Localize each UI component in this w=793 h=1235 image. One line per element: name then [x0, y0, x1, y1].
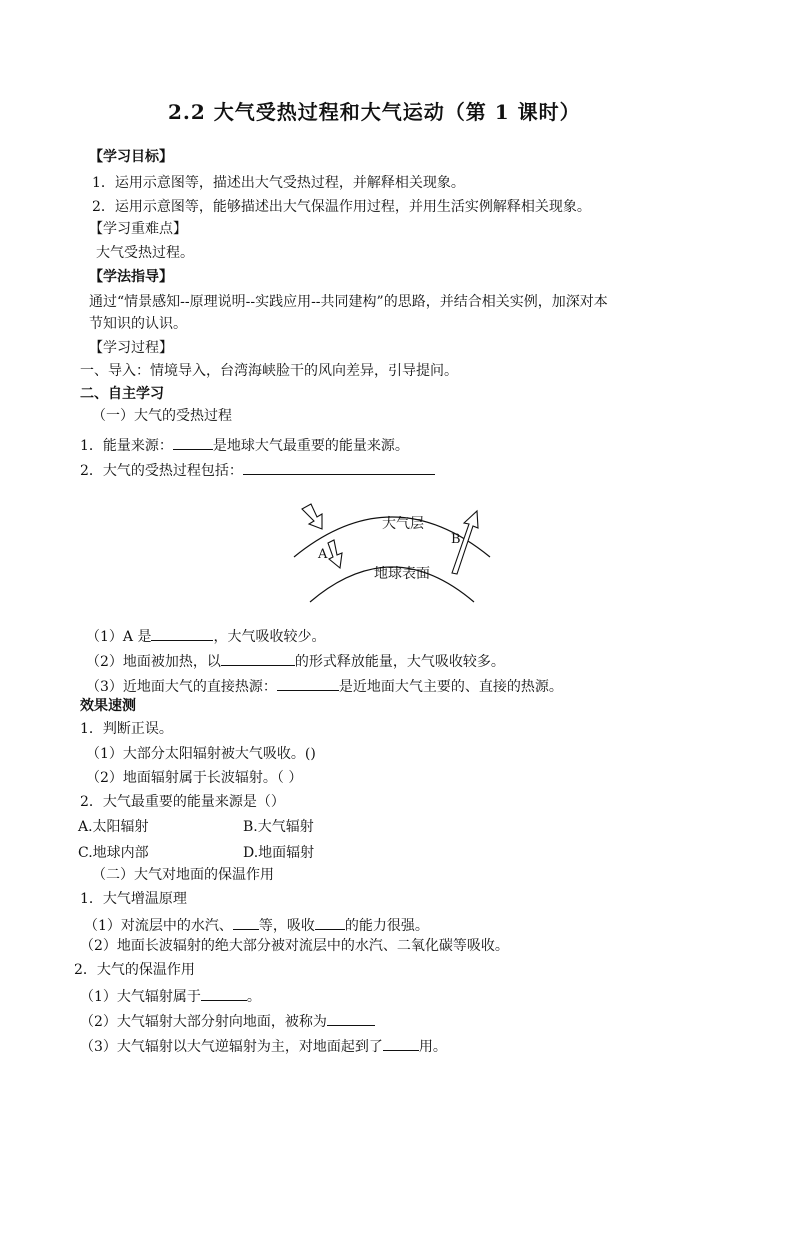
answer-blank[interactable]: [173, 435, 213, 450]
atmosphere-label: 大气层: [382, 516, 424, 532]
fill-3: [86, 676, 563, 696]
part2-p2-2: [80, 1011, 375, 1031]
key-points-text: 大气受热过程。: [96, 245, 194, 261]
part2-p2-3: [80, 1036, 447, 1056]
method-heading: 【学法指导】: [89, 269, 173, 285]
option-b[interactable]: B.大气辐射: [243, 819, 314, 835]
p1-1-suffix: 的能力很强。: [344, 918, 429, 934]
part2-p1: 1．大气增温原理: [80, 891, 187, 907]
fill-3-suffix: 是近地面大气主要的、直接的热源。: [338, 679, 563, 695]
option-a[interactable]: A.太阳辐射: [78, 819, 149, 835]
method-line-1: 通过“情景感知--原理说明--实践应用--共同建构”的思路，并结合相关实例，加深对本: [89, 294, 608, 310]
question-2-text: 2．大气的受热过程包括：: [80, 463, 243, 479]
fill-2-suffix: 的形式释放能量，大气吸收较多。: [294, 654, 505, 670]
answer-blank[interactable]: [383, 1036, 419, 1051]
question-2: [80, 460, 435, 480]
answer-blank[interactable]: [221, 651, 295, 666]
p2-3-suffix: 用。: [418, 1039, 447, 1055]
fill-2: [86, 651, 505, 671]
label-b: B: [451, 532, 461, 547]
answer-blank[interactable]: [233, 915, 259, 930]
answer-blank[interactable]: [327, 1011, 375, 1026]
goal-item-2: 2．运用示意图等，能够描述出大气保温作用过程，并用生活实例解释相关现象。: [92, 199, 591, 215]
part2-p2: 2．大气的保温作用: [74, 962, 195, 978]
question-1-prefix: 1．能量来源：: [80, 438, 173, 454]
question-1-suffix: 是地球大气最重要的能量来源。: [212, 438, 409, 454]
key-points-heading: 【学习重难点】: [89, 221, 187, 237]
answer-blank[interactable]: [315, 915, 345, 930]
part2-p2-1: [80, 986, 261, 1006]
subsection-1-heading: （一）大气的受热过程: [92, 408, 232, 424]
answer-blank[interactable]: [243, 460, 435, 475]
p2-3-prefix: （3）大气辐射以大气逆辐射为主，对地面起到了: [80, 1039, 383, 1055]
fill-3-prefix: （3）近地面大气的直接热源：: [86, 679, 277, 695]
incoming-arrow-icon: [302, 504, 322, 529]
question-1: [80, 435, 409, 455]
p1-1-prefix: （1）对流层中的水汽、: [84, 918, 233, 934]
method-line-2: 节知识的认识。: [89, 316, 187, 332]
fill-1: [86, 626, 325, 646]
answer-blank[interactable]: [201, 986, 247, 1001]
p1-1-mid: 等，吸收: [258, 918, 315, 934]
quiz-q1: 1．判断正误。: [80, 721, 173, 737]
arrow-a-icon: [328, 540, 342, 568]
part2-p1-2: （2）地面长波辐射的绝大部分被对流层中的水汽、二氧化碳等吸收。: [80, 938, 509, 954]
self-study-heading: 二、自主学习: [80, 386, 164, 402]
quiz-q1-1: （1）大部分太阳辐射被大气吸收。(): [86, 746, 316, 762]
heating-diagram: [292, 497, 492, 605]
fill-2-prefix: （2）地面被加热，以: [86, 654, 221, 670]
page-title: 2.2 大气受热过程和大气运动（第 1 课时）: [168, 100, 581, 124]
process-heading: 【学习过程】: [89, 340, 173, 356]
fill-1-prefix: （1）A 是: [86, 629, 152, 645]
quiz-q2: 2．大气最重要的能量来源是（）: [80, 794, 285, 810]
goals-heading: 【学习目标】: [89, 149, 173, 165]
label-a: A: [318, 547, 328, 562]
intro-line: 一、导入：情境导入，台湾海峡脸干的风向差异，引导提问。: [80, 363, 458, 379]
p2-2-prefix: （2）大气辐射大部分射向地面，被称为: [80, 1014, 327, 1030]
part2-p1-1: [84, 915, 429, 935]
option-d[interactable]: D.地面辐射: [243, 845, 315, 861]
answer-blank[interactable]: [277, 676, 339, 691]
surface-label: 地球表面: [374, 566, 430, 582]
subsection-2-heading: （二）大气对地面的保温作用: [92, 867, 274, 883]
fill-1-suffix: ，大气吸收较少。: [213, 629, 326, 645]
option-c[interactable]: C.地球内部: [78, 845, 149, 861]
answer-blank[interactable]: [151, 626, 213, 641]
quiz-heading: 效果速测: [80, 698, 136, 714]
p2-1-prefix: （1）大气辐射属于: [80, 989, 201, 1005]
p2-1-suffix: 。: [246, 989, 261, 1005]
quiz-q1-2: （2）地面辐射属于长波辐射。（ ）: [86, 770, 303, 786]
goal-item-1: 1．运用示意图等，描述出大气受热过程，并解释相关现象。: [92, 175, 465, 191]
